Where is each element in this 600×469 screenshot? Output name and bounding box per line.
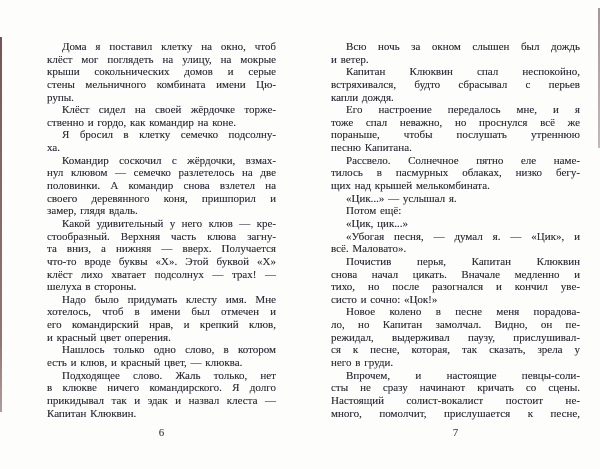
text-line: крыши сокольнических домов и серые [47, 66, 276, 79]
text-line: Впрочем, и настоящие певцы-соли- [346, 369, 580, 382]
text-line: «Убогая песня, — думал я. — «Цик», и [346, 230, 580, 243]
text-line: сты не сразу начинают кричать со сцены. [331, 382, 580, 395]
text-line: систо и сочно: «Цок!» [331, 293, 438, 306]
text-line: что-то вроде буквы «Х». Этой буквой «Х» [47, 255, 276, 268]
text-line: Я бросил в клетку семечко подсолну- [62, 129, 276, 142]
text-line: песню Капитана. [331, 142, 412, 155]
text-line: снова начал цикать. Вначале медленно и [331, 268, 580, 281]
text-line: прикидывал так и эдак и назвал клеста — [47, 394, 276, 407]
text-line: Настоящий солист-вокалист постоит не- [331, 394, 580, 407]
text-line: стены мельничного комбината имени Цю- [47, 78, 276, 91]
text-line: Клёст сидел на своей жёрдочке торже- [62, 104, 276, 117]
text-line: щих над крышей мелькомбината. [331, 180, 490, 193]
paragraph [331, 193, 580, 206]
page-7-number: 7 [452, 427, 459, 440]
text-line: та вниз, а нижняя — вверх. Получается [47, 243, 276, 256]
paragraph [47, 218, 276, 294]
paragraph [47, 370, 276, 421]
paragraph [47, 41, 276, 104]
text-line: Всю ночь за окном слышен был дождь [346, 41, 580, 53]
text-line: Потом ещё: [346, 205, 402, 218]
paragraph [47, 344, 276, 369]
text-line: и ветер. [331, 53, 369, 66]
paragraph [331, 155, 580, 193]
text-line: ло, но Капитан замолчал. Видно, он пе- [331, 319, 580, 332]
paragraph [331, 205, 580, 218]
text-line: много, помолчит, прислушается к песне, [331, 407, 580, 420]
paragraph [331, 370, 580, 421]
text-line: шелуха в стороны. [47, 281, 137, 294]
scan-artifact-left-edge [0, 37, 2, 412]
text-line: тилось в пасмурных облаках, низко бегу- [331, 167, 580, 180]
text-line: его командирский нрав, и крепкий клюв, [47, 319, 276, 332]
paragraph [47, 294, 276, 345]
text-line: хотелось, чтоб в имени был отмечен и [47, 306, 276, 319]
text-line: Подходящее слово. Жаль только, нет [62, 369, 276, 382]
text-line: ственно и гордо, как командир на коне. [47, 116, 236, 129]
page-7 [331, 41, 580, 439]
text-line: половинки. А командир снова взлетел на [47, 180, 276, 193]
text-line: клёст лихо хватает подсолнух — трах! — [47, 268, 276, 281]
text-line: Командир соскочил с жёрдочки, взмах- [62, 154, 276, 167]
text-line: Новое колено в песне меня порадова- [346, 306, 580, 319]
paragraph [331, 231, 580, 256]
paragraph [47, 155, 276, 218]
paragraph [47, 129, 276, 154]
text-line: пораньше, чтобы послушать утреннюю [331, 129, 580, 142]
text-line: Надо было придумать клесту имя. Мне [62, 293, 276, 306]
page-6-number: 6 [158, 427, 165, 440]
text-line: тихо, но после разогнался и кончил уве- [331, 281, 580, 294]
paragraph [47, 104, 276, 129]
text-line: Почистив перья, Капитан Клюквин [346, 255, 580, 268]
text-line: клёст мог поглядеть на улицу, на мокрые [47, 53, 276, 66]
text-line: тоже спал неважно, но проснулся всё же [331, 116, 580, 129]
text-line: есть и клюв, и красный цвет, — клюква. [47, 357, 243, 370]
text-line: Капитан Клюквин. [47, 407, 137, 420]
text-line: нул клювом — семечко разлетелось на две [47, 167, 276, 180]
text-line: Нашлось только одно слово, в котором [62, 344, 276, 357]
paragraph [331, 41, 580, 66]
text-line: замер, глядя вдаль. [47, 205, 138, 218]
text-line: своего деревянного коня, пришпорил и [47, 192, 276, 205]
page-6 [47, 41, 276, 439]
text-line: него в груди. [331, 357, 394, 370]
text-line: режидал, выдерживал паузу, прислушивал- [331, 331, 580, 344]
paragraph [331, 256, 580, 307]
text-line: всё. Маловато». [331, 243, 407, 256]
text-line: в клюкве ничего командирского. Я долго [47, 382, 276, 395]
text-line: и красный цвет оперения. [47, 331, 171, 344]
page-6-text [47, 41, 276, 420]
text-line: Какой удивительный у него клюв — кре- [62, 217, 276, 230]
paragraph [331, 104, 580, 155]
text-line: капли дождя. [331, 91, 394, 104]
text-line: рупы. [47, 91, 74, 104]
text-line: Дома я поставил клетку на окно, чтоб [62, 41, 276, 53]
text-line: Его настроение передалось мне, и я [346, 104, 580, 117]
paragraph [331, 306, 580, 369]
scan-artifact-right-edge [598, 8, 600, 148]
text-line: встряхивался, будто сбрасывал с перьев [331, 78, 580, 91]
text-line: «Цик, цик...» [346, 217, 409, 230]
page-7-text [331, 41, 580, 420]
text-line: Капитан Клюквин спал неспокойно, [346, 66, 580, 79]
paragraph [331, 66, 580, 104]
paragraph [331, 218, 580, 231]
text-line: стообразный. Верхняя часть клюва загну- [47, 230, 276, 243]
text-line: «Цик...» — услышал я. [346, 192, 457, 205]
text-line: ха. [47, 142, 60, 155]
text-line: Рассвело. Солнечное пятно еле наме- [346, 154, 580, 167]
text-line: ся к песне, которая, так сказать, зрела у [331, 344, 580, 357]
